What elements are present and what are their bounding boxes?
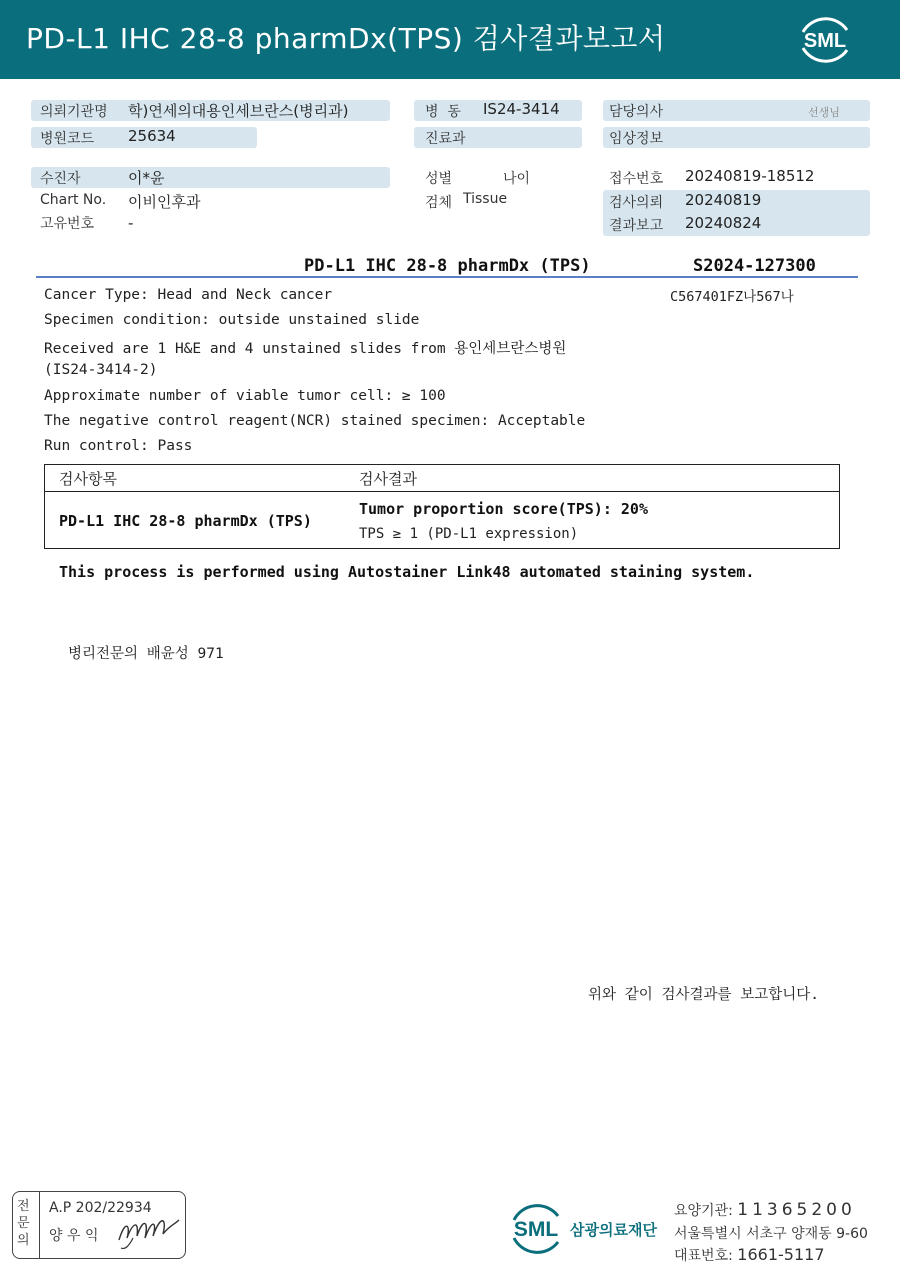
sample-number: S2024-127300: [693, 256, 816, 276]
table-row: [45, 492, 840, 549]
ncr-line: The negative control reagent(NCR) stained specimen: Acceptable: [44, 413, 586, 429]
tps-score: Tumor proportion score(TPS): 20%: [359, 500, 648, 518]
request-date-label: 검사의뢰: [609, 195, 664, 211]
org-name: 삼광의료재단: [570, 1221, 657, 1239]
process-note: This process is performed using Autostainer Link48 automated staining system.: [59, 563, 755, 581]
report-date-label: 결과보고: [609, 218, 664, 234]
test-title: PD-L1 IHC 28-8 pharmDx (TPS): [304, 256, 591, 276]
unique-id-label: 고유번호: [40, 216, 95, 232]
department-label: 진료과: [425, 131, 466, 147]
stamp-vertical-label: 전문의: [17, 1199, 30, 1248]
table-header-result: 검사결과: [345, 465, 840, 492]
unique-id-value: -: [128, 214, 134, 232]
hospital-code-value: 25634: [128, 127, 176, 145]
doctor-label: 담당의사: [609, 104, 664, 120]
chart-no-value: 이비인후과: [128, 193, 201, 211]
clinical-info-label: 임상정보: [609, 131, 664, 147]
phone-label: 대표번호:: [674, 1248, 733, 1264]
svg-text:SML: SML: [803, 30, 847, 52]
received-slides-line: Received are 1 H&E and 4 unstained slides from 용인세브란스병원: [44, 341, 567, 357]
care-institution: [674, 1200, 856, 1220]
report-title: PD-L1 IHC 28-8 pharmDx(TPS) 검사결과보고서: [26, 22, 666, 55]
sex-label: 성별: [425, 171, 453, 187]
run-control-line: Run control: Pass: [44, 438, 193, 454]
phone-value: 1661-5117: [737, 1245, 825, 1264]
org-address: 서울특별시 서초구 양재동 9-60: [674, 1226, 868, 1242]
cancer-type-line: Cancer Type: Head and Neck cancer: [44, 287, 333, 303]
care-label: 요양기관:: [674, 1203, 733, 1219]
result-table: [44, 464, 840, 549]
sml-logo-icon: [795, 12, 855, 66]
care-value: 11365200: [737, 1200, 856, 1220]
closing-statement: 위와 같이 검사결과를 보고합니다.: [588, 987, 820, 1003]
patient-name-label: 수진자: [40, 171, 81, 187]
institution-value: 학)연세의대용인세브란스(병리과): [128, 102, 349, 120]
stamp-divider: [39, 1192, 40, 1258]
code-number: C567401FZ나567나: [670, 289, 794, 305]
table-item: PD-L1 IHC 28-8 pharmDx (TPS): [59, 511, 312, 530]
title-rule: [36, 276, 858, 278]
specimen-condition-line: Specimen condition: outside unstained slide: [44, 312, 420, 328]
specimen-value: Tissue: [463, 191, 508, 207]
request-date-value: 20240819: [685, 191, 762, 209]
table-header-row: [45, 465, 840, 492]
stamp-ap-number: A.P 202/22934: [49, 1200, 152, 1216]
tumor-cell-line: Approximate number of viable tumor cell: ≥ 100: [44, 388, 446, 404]
table-header-item: 검사항목: [45, 465, 346, 492]
chart-no-label: Chart No.: [40, 192, 107, 208]
table-result-cell: [345, 492, 840, 549]
stamp-name: 양 우 익: [49, 1228, 99, 1244]
specialist-stamp: [12, 1191, 186, 1259]
receipt-no-label: 접수번호: [609, 171, 664, 187]
patient-name-bar: [31, 167, 390, 188]
ward-label: 병 동: [425, 104, 461, 120]
org-phone: [674, 1245, 825, 1265]
tps-expression: TPS ≥ 1 (PD-L1 expression): [359, 526, 579, 542]
institution-label: 의뢰기관명: [40, 104, 108, 120]
svg-text:SML: SML: [513, 1218, 559, 1241]
ward-value: IS24-3414: [483, 100, 560, 118]
table-item-cell: [45, 492, 346, 549]
slide-id-line: (IS24-3414-2): [44, 362, 158, 378]
sml-footer-logo-icon: [506, 1200, 566, 1256]
specimen-label: 검체: [425, 195, 453, 211]
hospital-code-label: 병원코드: [40, 131, 95, 147]
receipt-no-value: 20240819-18512: [685, 167, 815, 185]
pathologist-signature: 병리전문의 배윤성 971: [68, 646, 224, 662]
doctor-suffix: 선생님: [808, 106, 840, 119]
age-label: 나이: [503, 171, 531, 187]
patient-name-value: 이*윤: [128, 169, 165, 187]
report-date-value: 20240824: [685, 214, 762, 232]
report-header: [0, 0, 900, 79]
handwritten-signature: [115, 1210, 183, 1252]
